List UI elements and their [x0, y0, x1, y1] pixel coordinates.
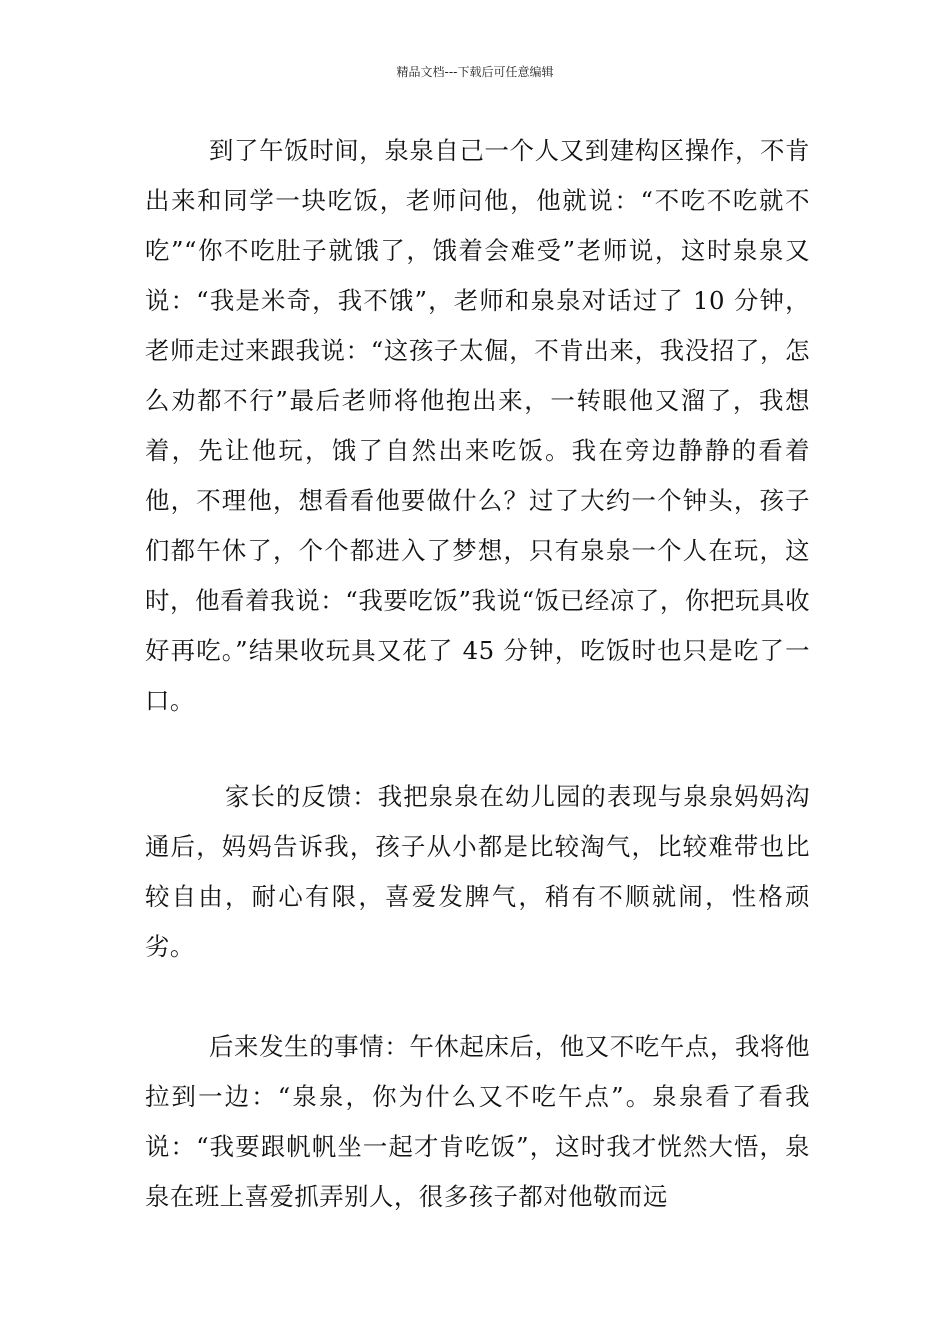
- paragraph-later-events: 后来发生的事情：午休起床后，他又不吃午点，我将他拉到一边：“泉泉，你为什么又不吃午点”。泉泉看了看我说：“我要跟帆帆坐一起才肯吃饭”，这时我才恍然大悟，泉泉在班上喜爱抓弄别人，很多孩子都对他敬而远: [145, 1032, 810, 1211]
- paragraph-lunch-time: 到了午饭时间，泉泉自己一个人又到建构区操作，不肯出来和同学一块吃饭，老师问他，他就说：“不吃不吃就不吃”“你不吃肚子就饿了，饿着会难受”老师说，这时泉泉又说：“我是米奇，我不饿”，老师和泉泉对话过了 10 分钟，老师走过来跟我说：“这孩子太倔，不肯出来，我没招了，怎么劝都不行”最后老师将他抱出来，一转眼他又溜了，我想着，先让他玩，饿了自然出来吃饭。我在旁边静静的看着他，不理他，想看看他要做什么？过了大约一个钟头，孩子们都午休了，个个都进入了梦想，只有泉泉一个人在玩，这时，他看着我说：“我要吃饭”我说“饭已经凉了，你把玩具收好再吃。”结果收玩具又花了 45 分钟，吃饭时也只是吃了一口。: [145, 136, 810, 715]
- paragraph-parent-feedback: 家长的反馈：我把泉泉在幼儿园的表现与泉泉妈妈沟通后，妈妈告诉我，孩子从小都是比较淘气，比较难带也比较自由，耐心有限，喜爱发脾气，稍有不顺就闹，性格顽劣。: [145, 782, 810, 961]
- page-header: 精品文档---下载后可任意编辑: [396, 65, 554, 79]
